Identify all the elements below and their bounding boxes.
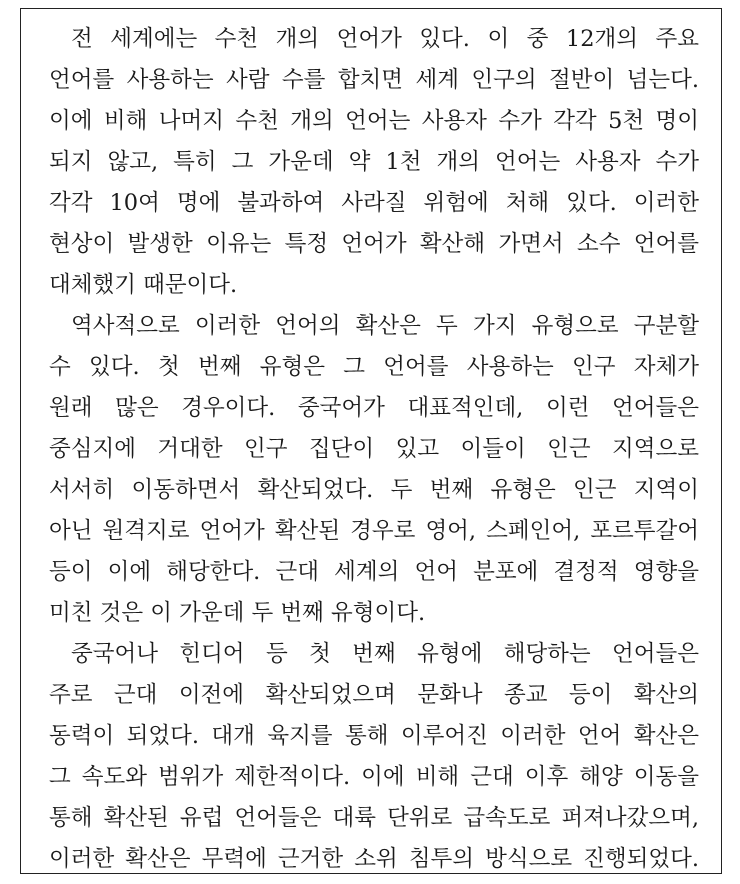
paragraph-1-line-3: 이에 비해 나머지 수천 개의 언어는 사용자 수가 각각 5천 명이	[49, 108, 699, 134]
paragraph-1-line-5: 각각 10여 명에 불과하여 사라질 위험에 처해 있다. 이러한	[49, 190, 699, 216]
paragraph-1-line-2: 언어를 사용하는 사람 수를 합치면 세계 인구의 절반이 넘는다.	[49, 67, 699, 93]
paragraph-2-line-4: 중심지에 거대한 인구 집단이 있고 이들이 인근 지역으로	[49, 436, 699, 462]
paragraph-3-line-2: 주로 근대 이전에 확산되었으며 문화나 종교 등이 확산의	[49, 682, 699, 708]
paragraph-1-line-6: 현상이 발생한 이유는 특정 언어가 확산해 가면서 소수 언어를	[49, 231, 699, 257]
paragraph-2-line-5: 서서히 이동하면서 확산되었다. 두 번째 유형은 인근 지역이	[49, 477, 699, 503]
paragraph-1-line-7: 대체했기 때문이다.	[49, 272, 238, 298]
paragraph-2-line-3: 원래 많은 경우이다. 중국어가 대표적인데, 이런 언어들은	[49, 395, 699, 421]
paragraph-3	[49, 634, 699, 880]
paragraph-2-line-6: 아닌 원격지로 언어가 확산된 경우로 영어, 스페인어, 포르투갈어	[49, 518, 699, 544]
paragraph-2-line-7: 등이 이에 해당한다. 근대 세계의 언어 분포에 결정적 영향을	[49, 559, 699, 585]
paragraph-2	[49, 306, 699, 634]
paragraph-3-line-3: 동력이 되었다. 대개 육지를 통해 이루어진 이러한 언어 확산은	[49, 723, 699, 749]
paragraph-1-line-4: 되지 않고, 특히 그 가운데 약 1천 개의 언어는 사용자 수가	[49, 149, 699, 175]
paragraph-3-line-4: 그 속도와 범위가 제한적이다. 이에 비해 근대 이후 해양 이동을	[49, 764, 699, 790]
paragraph-3-line-6: 이러한 확산은 무력에 근거한 소위 침투의 방식으로 진행되었다.	[49, 846, 699, 872]
passage-text	[49, 19, 699, 880]
paragraph-2-line-8: 미친 것은 이 가운데 두 번째 유형이다.	[49, 600, 426, 626]
passage-box	[20, 8, 722, 874]
paragraph-1-line-1: 전 세계에는 수천 개의 언어가 있다. 이 중 12개의 주요	[71, 26, 699, 52]
paragraph-2-line-1: 역사적으로 이러한 언어의 확산은 두 가지 유형으로 구분할	[71, 313, 699, 339]
paragraph-3-line-5: 통해 확산된 유럽 언어들은 대륙 단위로 급속도로 퍼져나갔으며,	[49, 805, 699, 831]
paragraph-2-line-2: 수 있다. 첫 번째 유형은 그 언어를 사용하는 인구 자체가	[49, 354, 699, 380]
paragraph-1	[49, 19, 699, 306]
paragraph-3-line-1: 중국어나 힌디어 등 첫 번째 유형에 해당하는 언어들은	[71, 641, 699, 667]
